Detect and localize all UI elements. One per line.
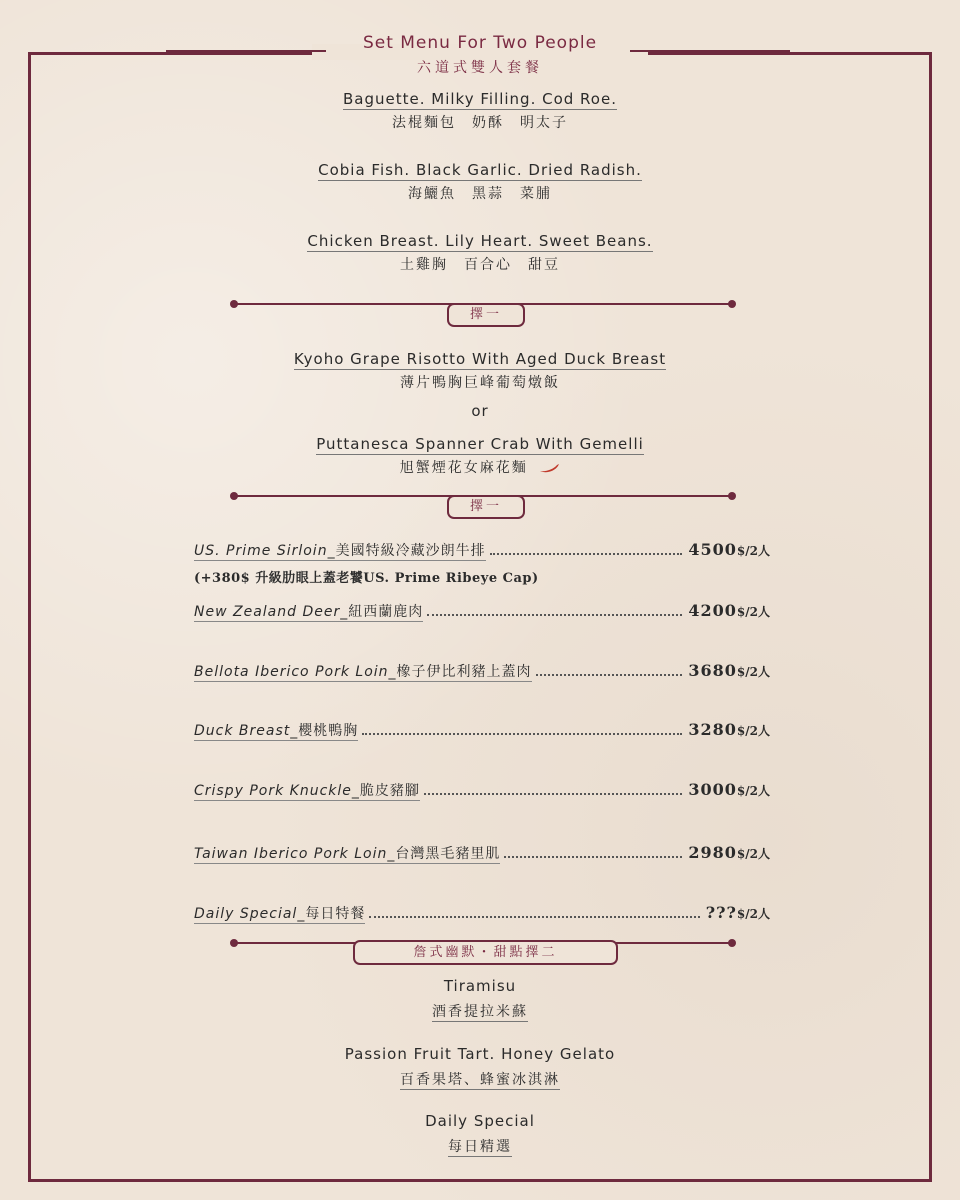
course-2-zh: 海鱺魚 黑蒜 菜脯	[408, 186, 552, 202]
course-3-en: Chicken Breast. Lily Heart. Sweet Beans.	[307, 232, 653, 250]
main-item	[194, 843, 770, 864]
dessert-1-zh: 酒香提拉米蘇	[432, 1004, 528, 1020]
main-item	[194, 601, 770, 622]
dessert-2-zh: 百香果塔、蜂蜜冰淇淋	[400, 1072, 560, 1088]
course-2-en: Cobia Fish. Black Garlic. Dried Radish.	[318, 161, 642, 179]
price-unit: $/2人	[736, 784, 770, 798]
main-item-name: Duck Breast_櫻桃鴨胸	[194, 720, 358, 741]
main-item-price: 3000	[688, 780, 737, 799]
upgrade-note: (+380$ 升級肋眼上蓋老饕US. Prime Ribeye Cap)	[194, 571, 539, 586]
choice-badge-1: 擇一	[447, 303, 525, 327]
main-item	[194, 780, 770, 801]
price-unit: $/2人	[736, 665, 770, 679]
pasta-option-1-zh: 薄片鴨胸巨峰葡萄燉飯	[400, 375, 560, 391]
main-item-name: New Zealand Deer_紐西蘭鹿肉	[194, 601, 423, 622]
course-1-en: Baguette. Milky Filling. Cod Roe.	[343, 90, 617, 108]
main-item-price: 2980	[688, 843, 737, 862]
dessert-1-en: Tiramisu	[443, 977, 517, 995]
divider-dot-right	[728, 492, 736, 500]
course-3-zh: 土雞胸 百合心 甜豆	[400, 257, 560, 273]
main-item-price: 3280	[688, 720, 737, 739]
dessert-3	[0, 1112, 960, 1156]
leader-dots	[369, 915, 699, 918]
course-1-zh: 法棍麵包 奶酥 明太子	[392, 115, 568, 131]
leader-dots	[424, 792, 682, 795]
main-item-price: 4200	[688, 601, 737, 620]
divider-dot-left	[230, 492, 238, 500]
leader-dots	[427, 613, 682, 616]
chili-pepper-icon	[538, 463, 560, 473]
leader-dots	[504, 855, 682, 858]
menu-title: Set Menu For Two People	[362, 33, 598, 53]
main-item	[194, 661, 770, 682]
pasta-option-2-zh: 旭蟹煙花女麻花麵	[399, 460, 528, 476]
main-item	[194, 540, 770, 561]
leader-dots	[536, 673, 683, 676]
main-item-name: US. Prime Sirloin_美國特級冷藏沙朗牛排	[194, 540, 486, 561]
or-text: or	[471, 402, 489, 420]
pasta-option-1-en: Kyoho Grape Risotto With Aged Duck Breast	[293, 350, 667, 368]
dessert-2	[0, 1045, 960, 1089]
main-item-price: ???	[705, 903, 737, 922]
course-2	[0, 161, 960, 203]
divider-dot-right	[728, 939, 736, 947]
price-unit: $/2人	[736, 907, 770, 921]
divider-dot-right	[728, 300, 736, 308]
leader-dots	[362, 732, 682, 735]
price-unit: $/2人	[736, 605, 770, 619]
course-1	[0, 90, 960, 132]
main-item-name: Taiwan Iberico Pork Loin_台灣黑毛豬里肌	[194, 843, 500, 864]
main-item-name: Bellota Iberico Pork Loin_橡子伊比利豬上蓋肉	[194, 661, 532, 682]
pasta-option-2	[0, 435, 960, 477]
dessert-3-en: Daily Special	[425, 1112, 535, 1130]
price-unit: $/2人	[736, 544, 770, 558]
divider-dot-left	[230, 939, 238, 947]
dessert-1	[0, 977, 960, 1021]
price-unit: $/2人	[736, 724, 770, 738]
menu-subtitle: 六道式雙人套餐	[417, 60, 543, 76]
main-item	[194, 720, 770, 741]
leader-dots	[490, 552, 683, 555]
course-3	[0, 232, 960, 274]
choice-badge-2: 擇一	[447, 495, 525, 519]
dessert-badge: 詹式幽默・甜點擇二	[353, 940, 618, 965]
price-unit: $/2人	[736, 847, 770, 861]
main-item	[194, 903, 770, 924]
dessert-2-en: Passion Fruit Tart. Honey Gelato	[344, 1045, 616, 1063]
divider-dot-left	[230, 300, 238, 308]
main-item-price: 4500	[688, 540, 737, 559]
main-item-name: Daily Special_每日特餐	[194, 903, 365, 924]
pasta-option-2-en: Puttanesca Spanner Crab With Gemelli	[316, 435, 644, 453]
pasta-option-1	[0, 350, 960, 392]
main-item-name: Crispy Pork Knuckle_脆皮豬腳	[194, 780, 420, 801]
dessert-3-zh: 每日精選	[448, 1139, 512, 1155]
main-item-price: 3680	[688, 661, 737, 680]
